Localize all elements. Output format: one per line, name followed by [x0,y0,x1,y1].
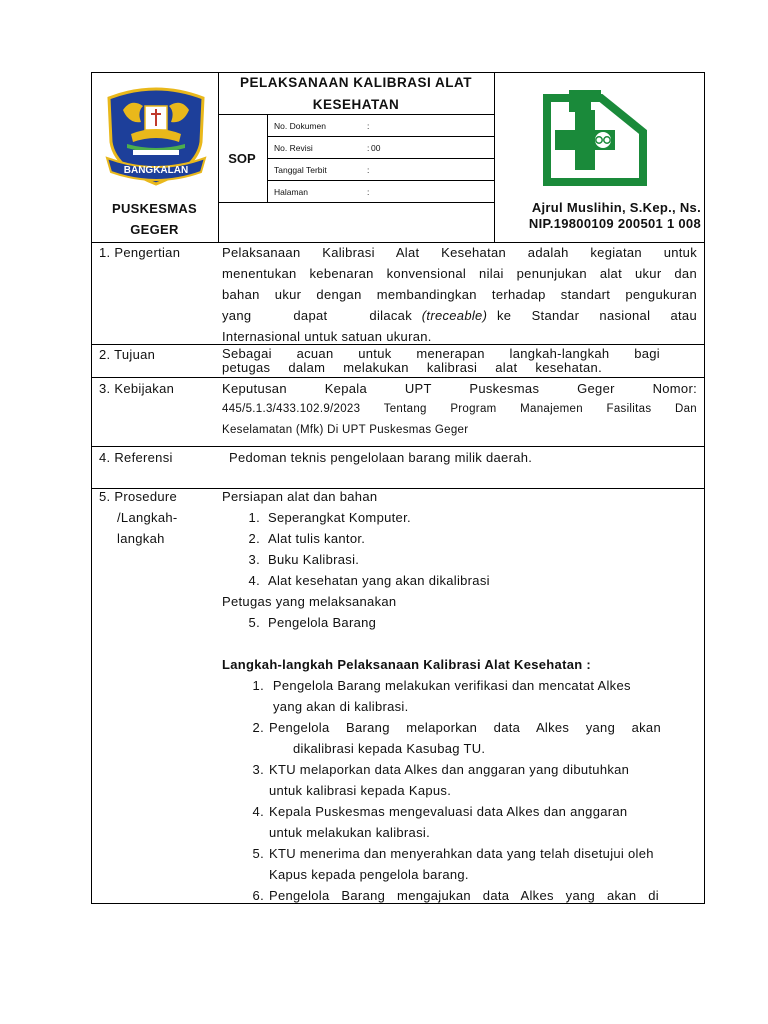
meta-sep: : [367,142,370,153]
step-number: 4. [252,804,264,819]
section-label-pengertian: 1. Pengertian [99,245,181,260]
signer-block [495,200,701,232]
step-item [222,885,662,906]
text-line: Sebagai acuan untuk menerapan langkah-langkah bagi [222,346,660,361]
meta-row-dokumen [268,115,494,136]
step-line: Pengelola Barang melaporkan data Alkes yang akan [269,720,661,735]
step-item [222,675,662,717]
step-number: 6. [252,888,264,903]
section-label-tujuan: 2. Tujuan [99,347,156,362]
italic-term: (treceable) [421,308,488,323]
label-line: langkah [117,531,165,546]
step-text [269,843,662,885]
step-line: Pengelola Barang melakukan verifikasi dan mencatat Alkes [269,678,631,693]
item-text: Alat kesehatan yang akan dikalibrasi [268,573,490,588]
step-line: untuk kalibrasi kepada Kapus. [269,783,452,798]
step-line: KTU menerima dan menyerahkan data yang telah disetujui oleh [269,846,654,861]
list-item [240,528,697,549]
text-line: Keselamatan (Mfk) Di UPT Puskesmas Geger [222,424,469,436]
list-item [240,549,697,570]
org-line: PUSKESMAS [111,201,198,216]
sop-label: SOP [228,150,256,166]
step-item [222,759,662,801]
step-line: untuk melakukan kalibrasi. [269,825,430,840]
section-body-tujuan [222,347,660,375]
step-number: 3. [252,762,264,777]
list-item [240,612,697,633]
section-body-prosedur [222,486,697,906]
meta-sep: : [367,186,370,197]
petugas-list [222,612,697,633]
puskesmas-green-cross-icon [539,86,649,186]
step-number: 2. [252,720,264,735]
step-number: 5. [252,846,264,861]
meta-label: Halaman [274,186,309,197]
list-item [240,507,697,528]
grid-line [218,202,494,203]
text-line: petugas dalam melakukan kalibrasi alat kesehatan. [222,360,602,375]
label-line: /Langkah- [117,510,178,525]
step-item [222,717,662,759]
meta-sep: : [367,164,370,175]
item-number: 1. [248,510,260,525]
section-label-kebijakan: 3. Kebijakan [99,381,175,396]
title-text: PELAKSANAAN KALIBRASI ALAT KESEHATAN [240,75,472,112]
item-text: Alat tulis kantor. [268,531,366,546]
text-line: Pelaksanaan Kalibrasi Alat Kesehatan adalah kegiatan untuk [222,245,697,260]
meta-row-halaman [268,181,494,202]
step-line: Pengelola Barang mengajukan data Alkes yang akan di [269,888,659,903]
item-number: 4. [248,573,260,588]
sop-document [91,72,705,904]
subsection-title: Petugas yang melaksanakan [222,594,397,609]
step-line: Kepala Puskesmas mengevaluasi data Alkes dan anggaran [269,804,628,819]
item-number: 5. [248,615,260,630]
step-line: yang akan di kalibrasi. [273,699,409,714]
text-fragment: yang dapat dilacak [222,308,412,323]
step-text [269,717,662,759]
langkah-steps [222,675,662,906]
step-text [269,759,662,801]
step-line: KTU melaporkan data Alkes dan anggaran yang dibutuhkan [269,762,630,777]
meta-row-revisi [268,137,494,158]
item-text: Pengelola Barang [268,615,377,630]
step-text [269,885,662,906]
subsection-title: Persiapan alat dan bahan [222,489,378,504]
text-line: menentukan kebenaran konvensional nilai penunjukan alat ukur dan [222,266,697,281]
meta-value: 00 [371,142,381,153]
spacer [222,633,697,654]
item-number: 2. [248,531,260,546]
step-text [269,801,662,843]
meta-row-tanggal [268,159,494,180]
subsection-title: Langkah-langkah Pelaksanaan Kalibrasi Alat Kesehatan : [222,657,592,672]
item-number: 3. [248,552,260,567]
step-line: dikalibrasi kepada Kasubag TU. [293,741,486,756]
step-number: 1. [252,678,264,693]
step-line: Kapus kepada pengelola barang. [269,867,469,882]
section-body-pengertian [222,242,697,347]
section-body-kebijakan [222,378,697,441]
item-text: Buku Kalibrasi. [268,552,360,567]
text-line: bahan ukur dengan membandingkan terhadap standart pengukuran [222,287,697,302]
meta-label: No. Dokumen [274,120,326,131]
text-line: 445/5.1.3/433.102.9/2023 Tentang Program Manajemen Fasilitas Dan [222,403,697,415]
logo-banner-text: BANGKALAN [123,165,189,176]
signer-nip: NIP.19800109 200501 1 008 [528,216,701,231]
step-item [222,801,662,843]
organization-name [91,198,218,240]
org-line: GEGER [130,222,179,237]
list-item [240,570,697,591]
meta-label: No. Revisi [274,142,313,153]
text-line [222,305,697,326]
section-label-prosedur [99,486,217,549]
step-item [222,843,662,885]
text-fragment: ke Standar nasional atau [497,308,697,323]
text-line: Internasional untuk satuan ukuran. [222,329,432,344]
item-text: Seperangkat Komputer. [268,510,411,525]
section-label-referensi: 4. Referensi [99,450,173,465]
meta-sep: : [367,120,370,131]
section-body-referensi: Pedoman teknis pengelolaan barang milik daerah. [229,450,533,465]
bangkalan-regency-emblem-icon [101,80,211,190]
document-title [218,72,494,116]
signer-name: Ajrul Muslihin, S.Kep., Ns. [531,200,701,215]
step-text [269,675,662,717]
label-line: 5. Prosedure [99,489,178,504]
text-line: Keputusan Kepala UPT Puskesmas Geger Nomor: [222,381,697,396]
meta-label: Tanggal Terbit [274,164,327,175]
persiapan-list [222,507,697,591]
